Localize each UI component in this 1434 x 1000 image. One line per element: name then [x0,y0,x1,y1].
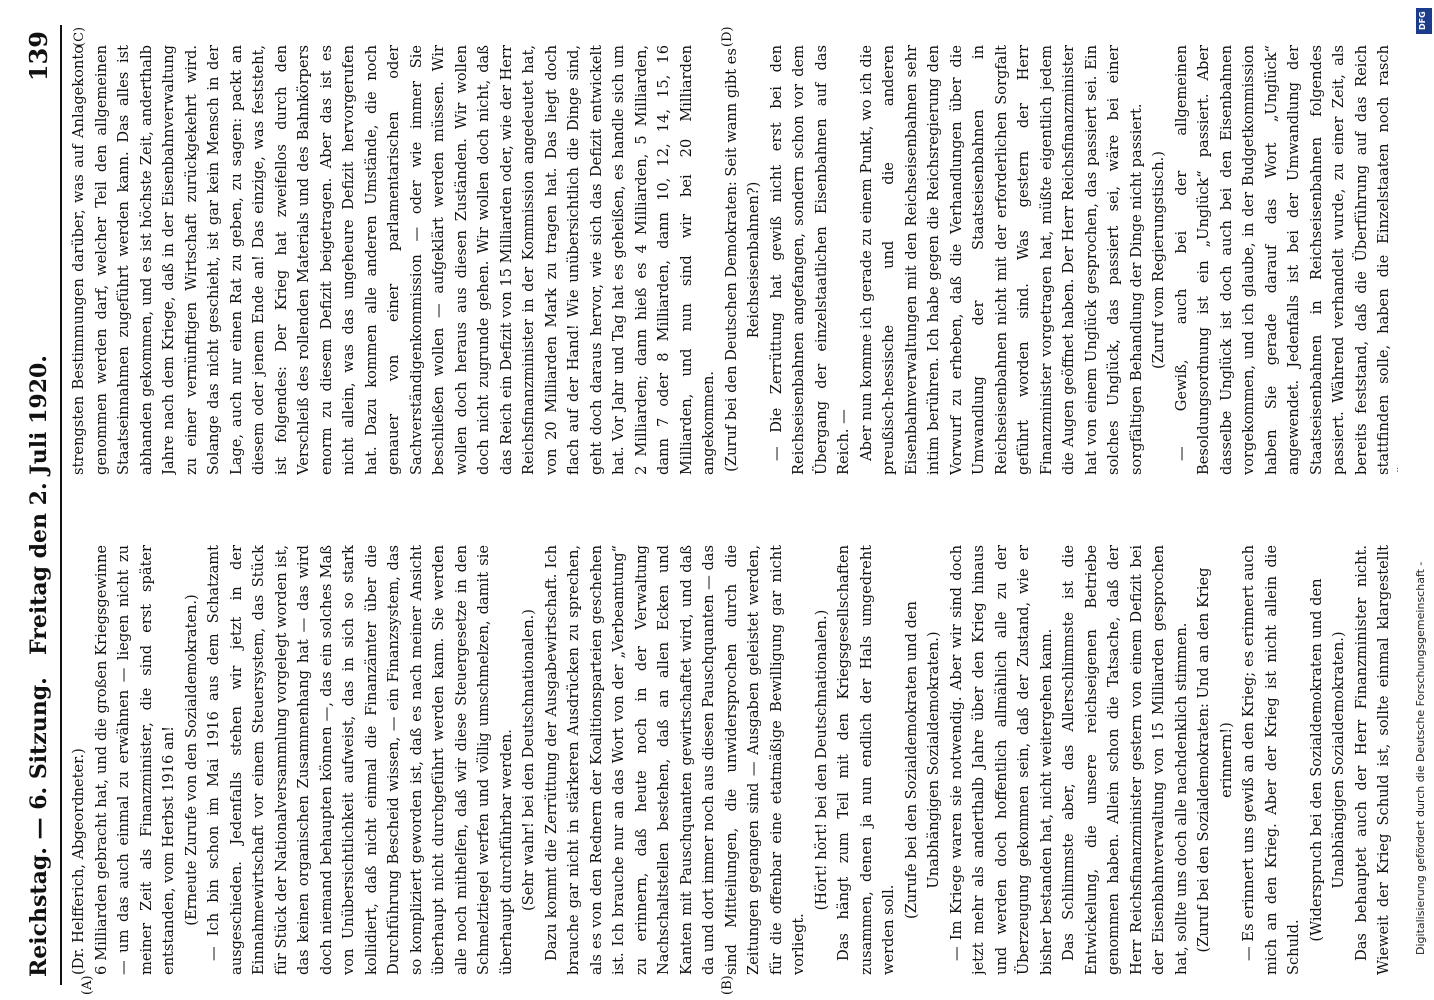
text-paragraph: — Gewiß, auch bei der allgemeinen Besoldungsordnung ist ein „Unglück“ passiert. Aber dasselbe Unglück ist doch auch bei den Eisenbahnen vorgekommen, und ich glaube, in der Budgetkommission haben Sie gerade darauf das Wort „Unglück“ angewendet. Jedenfalls ist bei der Umwandlung der Staatseisenbahnen in Reichseisenbahnen folgendes passiert. Während verhandelt wurde, zu einer Zeit, als bereits feststand, daß die Überführung auf das Reich stattfinden solle, haben die Einzelstaaten noch rasch [1172,45,1392,475]
margin-marker-a: (A) [80,975,95,995]
text-paragraph: Das Schlimmste aber, das Allerschlimmste ist die Entwickelung, die unsere reichseigenen Betriebe genommen haben. Allein schon die Tatsache, daß der Herr Reichsfinanzminister gestern von einem Defizit bei der Eisenbahnverwaltung von 15 Milliarden gesprochen hat, sollte uns doch alle nachdenklich stimmen. [1060,545,1190,975]
dfg-logo [1416,8,1432,34]
margin-marker-d: (D) [720,26,735,47]
interjection-paragraph: (Sehr wahr! bei den Deutschnationalen.) [520,609,537,911]
digitization-credit: Digitalisierung gefördert durch die Deutsche Forschungsgemeinschaft - [1414,561,1427,955]
text-paragraph: Dazu kommt die Zerrüttung der Ausgabewirtschaft. Ich brauche gar nicht in stärkeren Ausdrücken zu sprechen, als es von den Rednern der Koalitionsparteien geschehen ist. Ich brauche nur an das Wort von der „Verbeamtung“ zu erinnern, daß heute noch in der Verwaltung Nachschaltstellen bestehen, daß an allen Ecken und Kanten mit Pauschquanten gewirtschaftet wird, und daß da und dort immer noch aus diesen Pauschquanten — das sind Mitteilungen, die unwidersprochen durch die Zeitungen gegangen sind — Ausgaben geleistet werden, für die offenbar eine etatmäßige Bewilligung gar nicht vorliegt. [542,545,807,975]
header-session: Reichstag. — 6. Sitzung. [26,677,52,977]
margin-marker-c: (C) [72,26,87,47]
text-paragraph: 6 Milliarden gebracht hat, und die großen Kriegsgewinne — um das auch einmal zu erwähnen — liegen nicht zu meiner Zeit als Finanzminister, die sind erst später entstanden, vom Herbst 1916 an! [92,545,177,975]
text-paragraph: Das hängt zum Teil mit den Kriegsgesellschaften zusammen, denen ja nun endlich der Hals umgedreht werden soll. [835,545,897,975]
text-paragraph: Das behauptet auch der Herr Finanzminister nicht. Wieweit der Krieg Schuld ist, sollte einmal klargestellt [1352,545,1392,975]
interjection-paragraph: (Widerspruch bei den Sozialdemokraten und den Unabhängigen Sozialdemokraten.) [1307,578,1347,942]
page-header [20,25,62,985]
dfg-label: DFG [1418,11,1427,30]
right-column [68,45,1398,475]
text-paragraph: — Ich bin schon im Mai 1916 aus dem Schatzamt ausgeschieden. Jedenfalls stehen wir jetzt in der Einnahmewirtschaft vor einem Steuersystem, das Stück für Stück der Nationalversammlung vorgelegt worden ist, das keinen organischen Zusammenhang hat — das wird doch niemand behaupten können —, das ein solches Maß von Unübersichtlichkeit aufweist, das in sich so stark kollidiert, daß nicht einmal die Finanzämter über die Durchführung Bescheid wissen, — ein Finanzsystem, das so kompliziert geworden ist, daß es nach meiner Ansicht überhaupt nicht durchgeführt werden kann. Sie werden alle noch mithelfen, daß wir diese Steuergesetze in den Schmelztiegel werfen und völlig umschmelzen, damit sie überhaupt durchführbar werden. [205,545,515,975]
interjection-paragraph: (Hört! hört! bei den Deutschnationalen.) [812,609,830,911]
interjection-paragraph: (Zuruf bei den Deutschen Demokraten: Seit wann gibt es Reichseisenbahnen?) [722,48,762,472]
interjection-paragraph: (Zurufe bei den Sozialdemokraten und den Unabhängigen Sozialdemokraten.) [902,601,942,919]
page-number: 139 [24,31,53,82]
rotated-page [20,25,1405,995]
margin-marker-b: (B) [720,975,735,995]
text-paragraph: Aber nun komme ich gerade zu einem Punkt, wo ich die preußisch-hessische und die anderen Eisenbahnverwaltungen mit den Reichseisenbahnen sehr intim berühren. Ich habe gegen die Reichsregierung den Vorwurf zu erheben, daß die Verhandlungen über die Umwandlung der Staatseisenbahnen in Reichseisenbahnen nicht mit der erforderlichen Sorgfalt geführt worden sind. Was gestern der Herr Finanzminister vorgetragen hat, müßte eigentlich jedem die Augen geöffnet haben. Der Herr Reichsfinanzminister hat von einem Unglück gesprochen, das passiert sei. Ein solches Unglück, das passiert sei, wäre bei einer sorgfältigen Behandlung der Dinge nicht passiert. [857,45,1145,475]
header-date: Freitag den 2. Juli 1920. [26,355,52,655]
interjection-paragraph: (Zuruf bei den Sozialdemokraten: Und an den Krieg erinnern!) [1195,567,1235,953]
interjection-paragraph: (Zuruf vom Regierungstisch.) [1150,151,1167,369]
text-paragraph: (Dr. Helfferich, Abgeordneter.) [70,748,87,975]
text-paragraph: — Im Kriege waren sie notwendig. Aber wir sind doch jetzt mehr als anderthalb Jahre über den Krieg hinaus und werden doch hoffentlich allmählich alle zu der Überzeugung gekommen sein, daß der Zustand, wie er bisher bestanden hat, nicht weitergehen kann. [947,545,1055,975]
left-column [68,545,1398,975]
interjection-paragraph: (Erneute Zurufe von den Sozialdemokraten.) [182,594,200,926]
text-paragraph: — Es erinnert uns gewiß an den Krieg; es erinnert auch mich an den Krieg. Aber der Krieg ist nicht allein die Schuld. [1240,545,1302,975]
text-paragraph: strengsten Bestimmungen darüber, was auf Anlagekonto genommen werden darf, welcher Teil den allgemeinen Staatseinnahmen zugeführt werden kann. Das alles ist abhanden gekommen, und es ist höchste Zeit, anderthalb Jahre nach dem Kriege, daß in der Eisenbahnverwaltung zu einer vernünftigen Wirtschaft zurückgekehrt wird. Solange das nicht geschieht, ist gar kein Mensch in der Lage, auch nur einen Rat zu geben, zu sagen: packt an diesem oder jenem Ende an! Das einzige, was feststeht, ist folgendes: Der Krieg hat zweifellos durch den Verschleiß des rollenden Materials und des Bahnkörpers enorm zu diesem Defizit beigetragen. Aber das ist es nicht allein, was das ungeheure Defizit hervorgerufen hat. Dazu kommen alle anderen Umstände, die noch genauer von einer parlamentarischen oder Sachverständigenkommission — oder wie immer Sie beschließen wollen — aufgeklärt werden müssen. Wir wollen doch heraus aus diesen Zuständen. Wir wollen doch nicht zugrunde gehen. Wir wollen doch nicht, daß das Reich ein Defizit von 15 Milliarden oder, wie der Herr Reichsfinanzminister in der Kommission angedeutet hat, von 20 Milliarden Mark zu tragen hat. Das liegt doch flach auf der Hand! Wie unübersichtlich die Dinge sind, geht doch daraus hervor, wie sich das Defizit entwickelt hat. Vor Jahr und Tag hat es geheißen, es handle sich um 2 Milliarden; dann hieß es 4 Milliarden, 5 Milliarden, dann 7 oder 8 Milliarden, dann 10, 12, 14, 15, 16 Milliarden, und nun sind wir bei 20 Milliarden angekommen. [70,45,717,475]
text-paragraph: — Die Zerrüttung hat gewiß nicht erst bei den Reichseisenbahnen angefangen, sondern schon vor dem Übergang der einzelstaatlichen Eisenbahnen auf das Reich. — [767,45,852,475]
